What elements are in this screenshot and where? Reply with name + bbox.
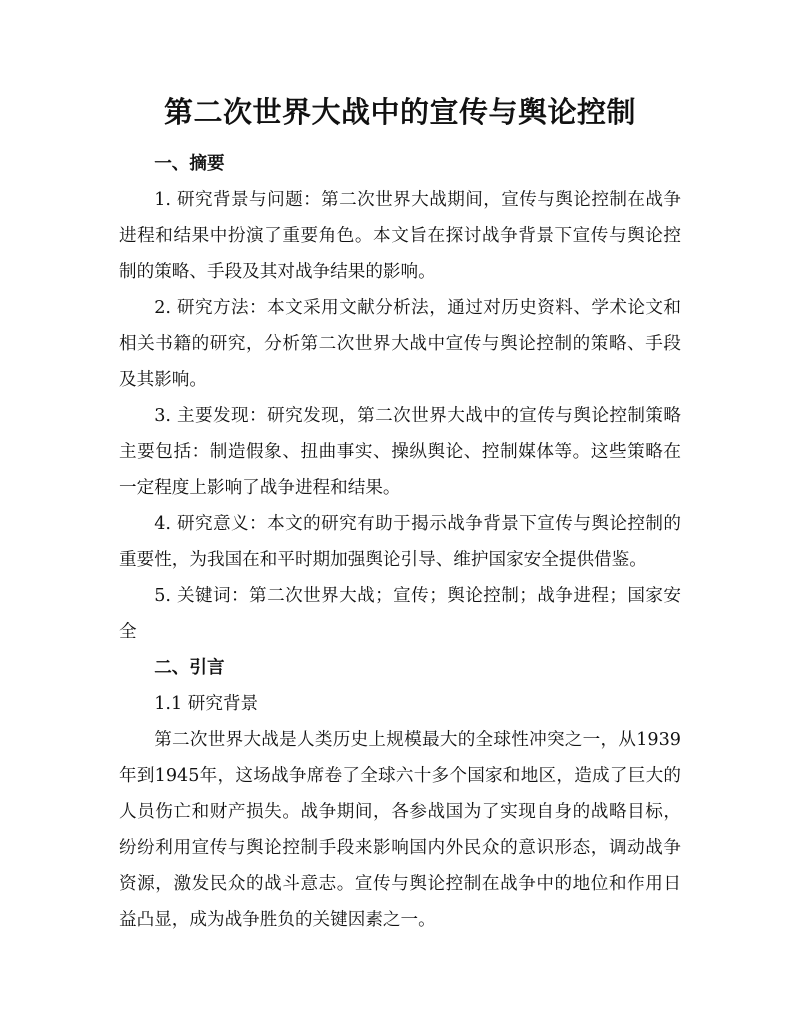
abstract-item-2: 2. 研究方法：本文采用文献分析法，通过对历史资料、学术论文和相关书籍的研究，分析第二次世界大战中宣传与舆论控制的策略、手段及其影响。 <box>119 298 681 390</box>
abstract-item-4: 4. 研究意义：本文的研究有助于揭示战争背景下宣传与舆论控制的重要性，为我国在和平时期加强舆论引导、维护国家安全提供借鉴。 <box>119 514 681 570</box>
abstract-item-5: 5. 关键词：第二次世界大战；宣传；舆论控制；战争进程；国家安全 <box>119 586 681 642</box>
document-title: 第二次世界大战中的宣传与舆论控制 <box>163 95 636 129</box>
abstract-item-1: 1. 研究背景与问题：第二次世界大战期间，宣传与舆论控制在战争进程和结果中扮演了重要角色。本文旨在探讨战争背景下宣传与舆论控制的策略、手段及其对战争结果的影响。 <box>119 190 681 282</box>
introduction-heading: 二、引言 <box>154 658 225 678</box>
document-body <box>119 146 681 938</box>
introduction-subheading: 1.1 研究背景 <box>154 694 259 714</box>
abstract-heading: 一、摘要 <box>154 154 225 174</box>
abstract-item-3: 3. 主要发现：研究发现，第二次世界大战中的宣传与舆论控制策略主要包括：制造假象、扭曲事实、操纵舆论、控制媒体等。这些策略在一定程度上影响了战争进程和结果。 <box>119 406 681 498</box>
introduction-paragraph: 第二次世界大战是人类历史上规模最大的全球性冲突之一，从1939年到1945年，这场战争席卷了全球六十多个国家和地区，造成了巨大的人员伤亡和财产损失。战争期间，各参战国为了实现自身的战略目标，纷纷利用宣传与舆论控制手段来影响国内外民众的意识形态，调动战争资源，激发民众的战斗意志。宣传与舆论控制在战争中的地位和作用日益凸显，成为战争胜负的关键因素之一。 <box>119 730 681 930</box>
